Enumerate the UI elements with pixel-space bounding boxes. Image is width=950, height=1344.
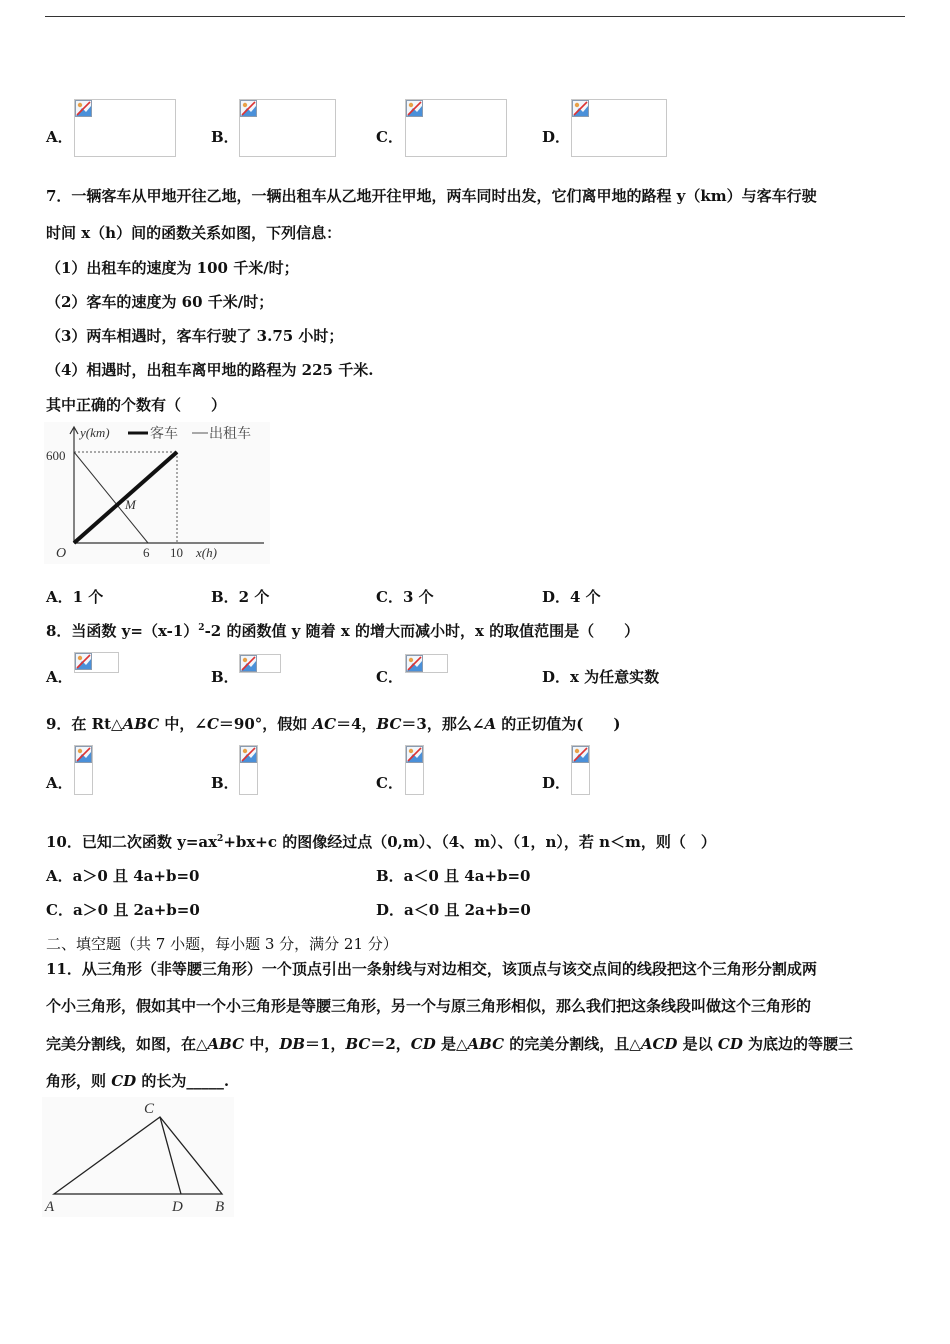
q11-l3-text-f: 的完美分割线，且△ [504, 1035, 641, 1053]
vertex-c-label: C [144, 1101, 155, 1117]
q6-option-b-image [239, 99, 336, 157]
q7-item-1: （1）出租车的速度为 100 千米/时； [46, 259, 299, 277]
graph-y600-label: 600 [46, 448, 66, 463]
graph-x10-label: 10 [170, 545, 183, 560]
vertex-a-label: A [45, 1199, 55, 1215]
q6-option-b-label: B． [211, 128, 239, 146]
q9-angle-c: C [206, 715, 219, 733]
q11-line1: 11．从三角形（非等腰三角形）一个顶点引出一条射线与对边相交，该顶点与该交点间的线段把这个三角形分割成两 [46, 960, 817, 978]
q8-stem-sup: 2 [198, 623, 205, 633]
q6-option-a-label: A． [46, 128, 73, 146]
q6-option-a-image [74, 99, 176, 157]
broken-image-icon [572, 746, 589, 763]
q11-line4 [46, 1071, 229, 1091]
q6-option-d-image [571, 99, 667, 157]
q9-option-a-label: A． [46, 774, 73, 792]
q11-l4-text-a: 角形，则 [46, 1072, 112, 1090]
q11-l3-cd: CD [410, 1035, 436, 1053]
q9-text-3: ＝90°，假如 [218, 715, 313, 733]
q10-option-d: D．a＜0 且 2a+b=0 [376, 901, 531, 919]
q11-l3-abc: ABC [207, 1035, 245, 1053]
legend-taxi-label: 出租车 [209, 426, 251, 442]
q7-item-2: （2）客车的速度为 60 千米/时； [46, 293, 274, 311]
broken-image-icon [406, 746, 423, 763]
broken-image-icon [240, 655, 257, 672]
q8-option-b-image [239, 654, 281, 673]
q8-option-d: D．x 为任意实数 [542, 668, 660, 686]
q8-option-c-image [405, 654, 448, 673]
graph-ylabel: y(km) [80, 425, 110, 440]
q11-l3-cd2: CD [717, 1035, 743, 1053]
q9-option-c-image [405, 745, 424, 795]
q7-stem-line1: 7．一辆客车从甲地开往乙地，一辆出租车从乙地开往甲地，两车同时出发，它们离甲地的路程 y（km）与客车行驶 [46, 187, 817, 205]
q11-triangle-figure [42, 1097, 234, 1217]
q10-option-b: B．a＜0 且 4a+b=0 [376, 867, 531, 885]
broken-image-icon [240, 100, 257, 117]
graph-origin-label: O [56, 546, 67, 561]
q8-option-b-label: B． [211, 668, 239, 686]
q10-stem [46, 832, 716, 852]
q10-stem-part1: 10．已知二次函数 y=ax [46, 833, 218, 851]
broken-image-icon [240, 746, 257, 763]
q9-option-b-label: B． [211, 774, 239, 792]
q9-side-bc: BC [376, 715, 402, 733]
q11-l3-text-b: 中， [244, 1035, 280, 1053]
q9-text-1: 9．在 Rt△ [46, 715, 123, 733]
q7-item-3: （3）两车相遇时，客车行驶了 3.75 小时； [46, 327, 344, 345]
q11-l3-db: DB [279, 1035, 306, 1053]
q11-line2: 个小三角形，假如其中一个小三角形是等腰三角形，另一个与原三角形相似，那么我们把这条线段叫做这个三角形的 [46, 997, 812, 1015]
graph-xlabel: x(h) [196, 545, 217, 560]
q10-option-c: C．a＞0 且 2a+b=0 [46, 901, 200, 919]
broken-image-icon [75, 653, 92, 670]
q7-item-4: （4）相遇时，出租车离甲地的路程为 225 千米. [46, 361, 374, 379]
q11-l3-text-a: 完美分割线，如图，在△ [46, 1035, 208, 1053]
q8-stem-part1: 8．当函数 y=（x-1） [46, 622, 199, 640]
q9-angle-a: A [484, 715, 497, 733]
q11-l3-text-e: 是△ [435, 1035, 468, 1053]
q9-option-d-label: D． [542, 774, 571, 792]
q9-text-4: ＝4， [336, 715, 377, 733]
q10-option-a: A．a＞0 且 4a+b=0 [46, 867, 200, 885]
vertex-b-label: B [215, 1199, 225, 1215]
q11-l4-cd: CD [111, 1072, 137, 1090]
section2-heading: 二、填空题（共 7 小题，每小题 3 分，满分 21 分） [46, 935, 398, 953]
graph-point-m-label: M [125, 497, 136, 512]
q6-option-c-label: C． [376, 128, 403, 146]
q9-side-ac: AC [312, 715, 337, 733]
q10-stem-sup: 2 [217, 834, 224, 844]
q8-stem [46, 621, 639, 641]
q8-option-a-label: A． [46, 668, 73, 686]
q9-option-d-image [571, 745, 590, 795]
q11-l3-text-g: 是以 [677, 1035, 718, 1053]
q11-l3-text-d: ＝2， [370, 1035, 411, 1053]
graph-x6-label: 6 [143, 545, 150, 560]
q9-option-c-label: C． [376, 774, 403, 792]
q11-line3 [46, 1034, 853, 1054]
q7-distance-time-graph [44, 422, 270, 564]
legend-bus-label: 客车 [150, 426, 178, 442]
q11-l3-abc2: ABC [467, 1035, 505, 1053]
broken-image-icon [75, 746, 92, 763]
q9-option-b-image [239, 745, 258, 795]
q7-option-b: B．2 个 [211, 588, 270, 606]
q8-option-c-label: C． [376, 668, 403, 686]
broken-image-icon [406, 100, 423, 117]
q10-stem-part2: +bx+c 的图像经过点（0,m）、（4、m）、（1，n），若 n＜m，则（ ） [223, 833, 716, 851]
q11-l3-acd: ACD [640, 1035, 678, 1053]
q11-l3-text-h: 为底边的等腰三 [742, 1035, 854, 1053]
q11-l3-text-c: ＝1， [305, 1035, 346, 1053]
q9-text-2: 中，∠ [159, 715, 207, 733]
q7-question: 其中正确的个数有（ ） [46, 396, 227, 414]
top-rule [45, 16, 905, 17]
q7-stem-line2: 时间 x（h）间的函数关系如图，下列信息： [46, 224, 342, 242]
q9-stem [46, 714, 621, 734]
q9-triangle-abc: ABC [122, 715, 160, 733]
q8-stem-part2: -2 的函数值 y 随着 x 的增大而减小时，x 的取值范围是（ ） [204, 622, 640, 640]
q7-option-c: C．3 个 [376, 588, 434, 606]
q11-l3-bc: BC [345, 1035, 371, 1053]
q9-option-a-image [74, 745, 93, 795]
q7-option-a: A．1 个 [46, 588, 104, 606]
q11-l4-text-b: 的长为_____. [136, 1072, 230, 1090]
q6-option-d-label: D． [542, 128, 571, 146]
broken-image-icon [75, 100, 92, 117]
q7-option-d: D．4 个 [542, 588, 601, 606]
q6-option-c-image [405, 99, 507, 157]
point-d-label: D [172, 1199, 183, 1215]
q9-text-6: 的正切值为( ) [496, 715, 621, 733]
q9-text-5: ＝3，那么∠ [401, 715, 485, 733]
broken-image-icon [572, 100, 589, 117]
broken-image-icon [406, 655, 423, 672]
q8-option-a-image [74, 652, 119, 673]
